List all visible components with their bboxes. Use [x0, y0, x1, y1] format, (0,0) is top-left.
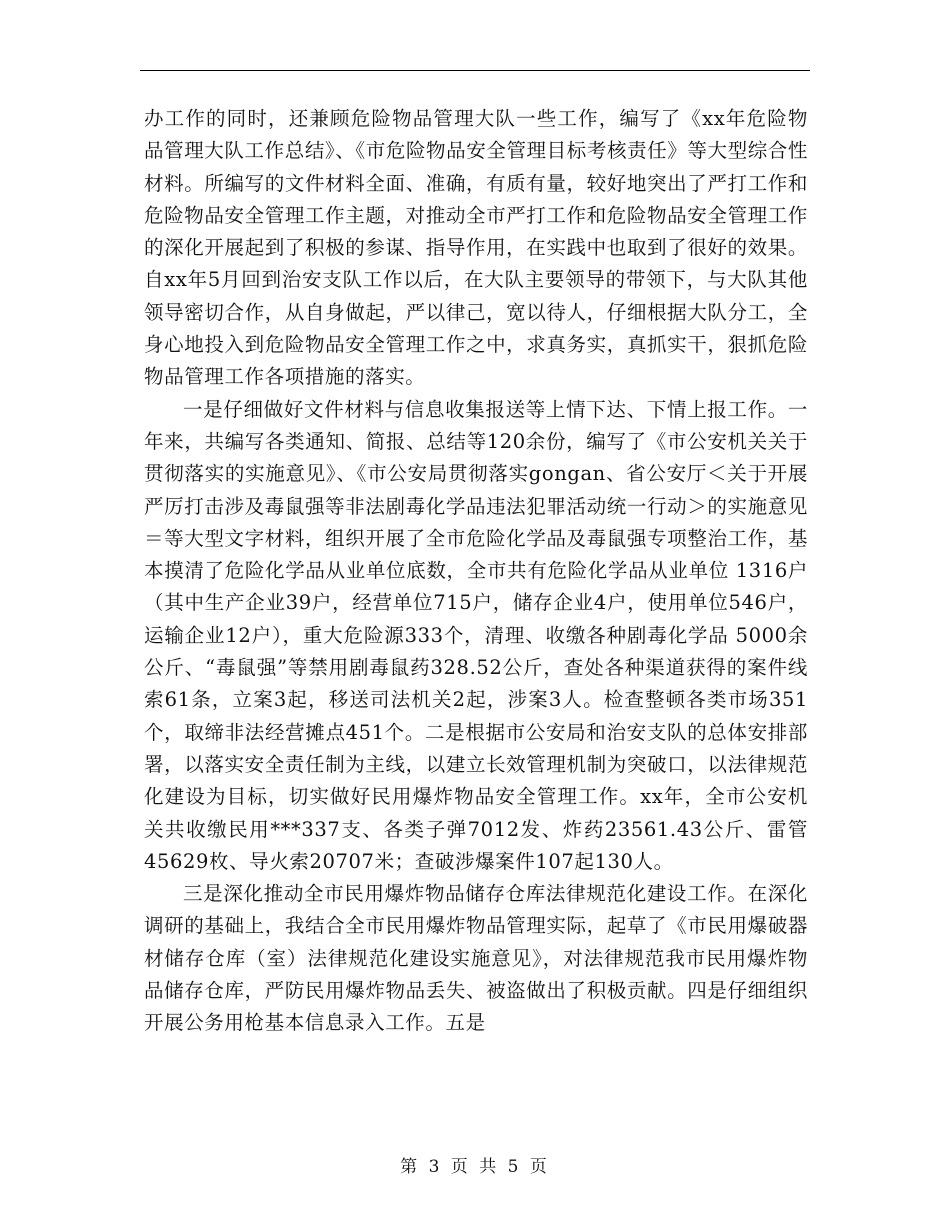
paragraph-item-three: 三是深化推动全市民用爆炸物品储存仓库法律规范化建设工作。在深化调研的基础上，我结合全市民用爆炸物品管理实际，起草了《市民用爆破器材储存仓库（室）法律规范化建设实施意见》，对法律规范我市民用爆炸物品储存仓库，严防民用爆炸物品丢失、被盗做出了积极贡献。四是仔细组织开展公务用枪基本信息录入工作。五是 [144, 882, 808, 1035]
page-number-footer: 第 3 页 共 5 页 [400, 1157, 550, 1177]
paragraph-continuation: 办工作的同时，还兼顾危险物品管理大队一些工作，编写了《xx年危险物品管理大队工作总结》、《市危险物品安全管理目标考核责任》等大型综合性材料。所编写的文件材料全面、准确，有质有量，较好地突出了严打工作和危险物品安全管理工作主题，对推动全市严打工作和危险物品安全管理工作的深化开展起到了积极的参谋、指导作用，在实践中也取到了很好的效果。自xx年5月回到治安支队工作以后，在大队主要领导的带领下，与大队其他领导密切合作，从自身做起，严以律己，宽以待人，仔细根据大队分工，全身心地投入到危险物品安全管理工作之中，求真务实，真抓实干，狠抓危险物品管理工作各项措施的落实。 [144, 107, 808, 389]
document-body [144, 103, 808, 1040]
header-rule [140, 70, 810, 71]
paragraph-item-one: 一是仔细做好文件材料与信息收集报送等上情下达、下情上报工作。一年来，共编写各类通知、简报、总结等120余份，编写了《市公安机关关于贯彻落实的实施意见》、《市公安局贯彻落实gongan、省公安厅＜关于开展严厉打击涉及毒鼠强等非法剧毒化学品违法犯罪活动统一行动＞的实施意见＝等大型文字材料，组织开展了全市危险化学品及毒鼠强专项整治工作，基本摸清了危险化学品从业单位底数，全市共有危险化学品从业单位 1316户（其中生产企业39户，经营单位715户，储存企业4户，使用单位546户，运输企业12户），重大危险源333个，清理、收缴各种剧毒化学品 5000余公斤、“毒鼠强”等禁用剧毒鼠药328.52公斤，查处各种渠道获得的案件线索61条，立案3起，移送司法机关2起，涉案3人。检查整顿各类市场351个，取缔非法经营摊点451个。二是根据市公安局和治安支队的总体安排部署，以落实安全责任制为主线，以建立长效管理机制为突破口，以法律规范化建设为目标，切实做好民用爆炸物品安全管理工作。xx年，全市公安机关共收缴民用***337支、各类子弹7012发、炸药23561.43公斤、雷管 45629枚、导火索20707米；查破涉爆案件107起130人。 [144, 397, 808, 873]
